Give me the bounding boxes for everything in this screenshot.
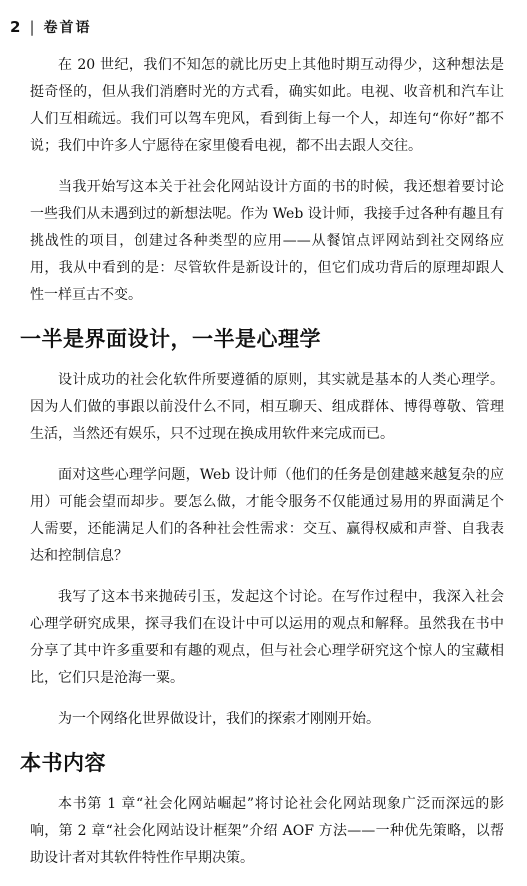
paragraph-2: 当我开始写这本关于社会化网站设计方面的书的时候，我还想着要讨论一些我们从未遇到过的新想法呢。作为 Web 设计师，我接手过各种有趣且有挑战性的项目，创建过各种类型的应用——从餐馆点评网站到社交网络应用，我从中看到的是：尽管软件是新设计的，但它们成功背后的原理却跟人性一样亘古不变。	[30, 179, 504, 303]
page-body	[20, 52, 504, 886]
paragraph-7: 本书第 1 章“社会化网站崛起”将讨论社会化网站现象广泛而深远的影响，第 2 章“社会化网站设计框架”介绍 AOF 方法——一种优先策略，以帮助设计者对其软件特性作早期决策。	[30, 796, 504, 866]
paragraph-5: 我写了这本书来抛砖引玉，发起这个讨论。在写作过程中，我深入社会心理学研究成果，探寻我们在设计中可以运用的观点和解释。虽然我在书中分享了其中许多重要和有趣的观点，但与社会心理学研究这个惊人的宝藏相比，它们只是沧海一粟。	[30, 589, 504, 686]
paragraph-6: 为一个网络化世界做设计，我们的探索才刚刚开始。	[58, 711, 380, 727]
paragraph-1: 在 20 世纪，我们不知怎的就比历史上其他时期互动得少，这种想法是挺奇怪的，但从我们消磨时光的方式看，确实如此。电视、收音机和汽车让人们互相疏远。我们可以驾车兜风，看到街上每一个人，却连句“你好”都不说；我们中许多人宁愿待在家里傻看电视，都不出去跟人交往。	[30, 57, 504, 154]
paragraph-3: 设计成功的社会化软件所要遵循的原则，其实就是基本的人类心理学。因为人们做的事跟以前没什么不同，相互聊天、组成群体、博得尊敬、管理生活，当然还有娱乐，只不过现在换成用软件来完成而已。	[30, 372, 504, 442]
page-number: 2	[10, 18, 21, 36]
running-header	[10, 12, 92, 42]
paragraph-4: 面对这些心理学问题，Web 设计师（他们的任务是创建越来越复杂的应用）可能会望而却步。要怎么做，才能令服务不仅能通过易用的界面满足个人需要，还能满足人们的各种社会性需求：交互、赢得权威和声誉、自我表达和控制信息？	[30, 467, 504, 564]
running-title: 卷首语	[43, 20, 92, 36]
section-heading-book-contents: 本书内容	[20, 751, 106, 775]
section-heading-interface-psychology: 一半是界面设计，一半是心理学	[20, 327, 321, 351]
header-separator: |	[29, 18, 35, 36]
